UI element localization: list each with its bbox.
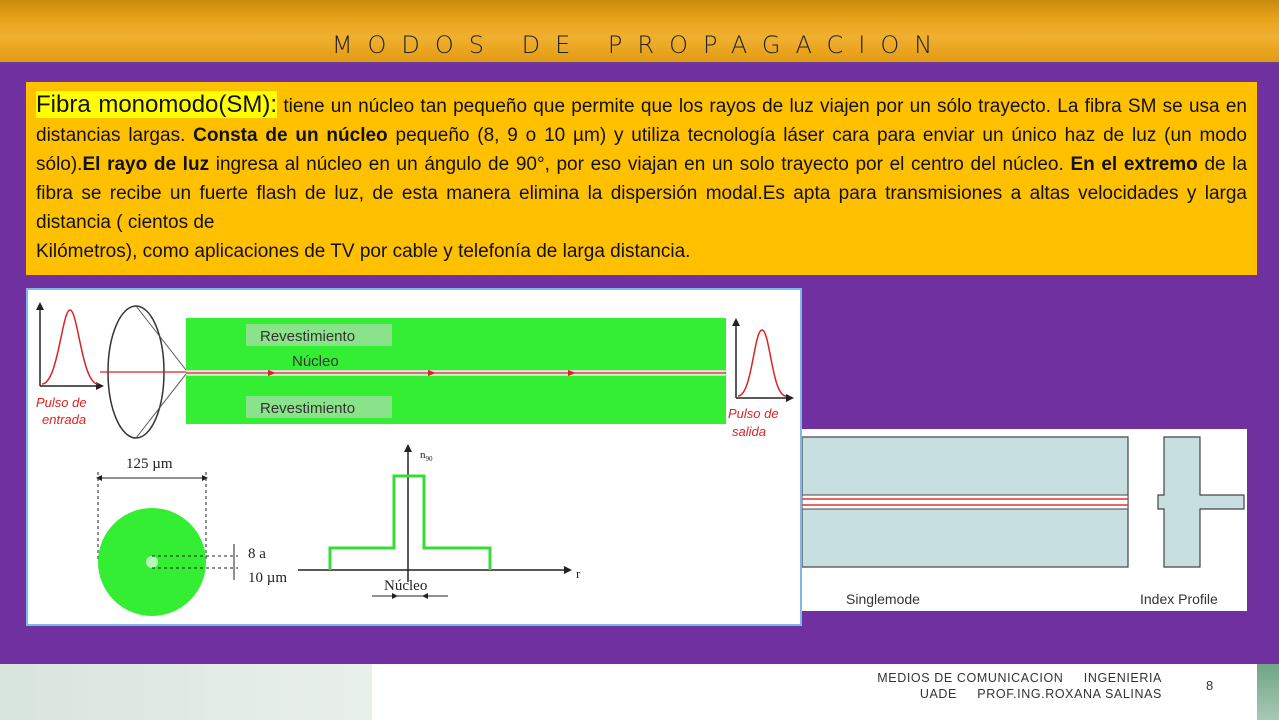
singlemode-diagram [802,429,1247,611]
description-text-2: pequeño (8, 9 o 10 µm) y utiliza tecnología láser cara para enviar un único haz de luz (un modo sólo). [36,125,1247,175]
page-number: 8 [1206,678,1214,693]
footer-text [780,670,1162,702]
cladding-bottom-label: Revestimiento [260,400,356,417]
axis-n-label: $n_{90}$ [420,449,433,463]
input-pulse-graph [36,302,104,390]
fiber-diagram-svg [28,290,800,624]
bold-phrase-3: En el extremo [1070,154,1198,175]
output-pulse-label-1: Pulso de [728,406,779,421]
bold-phrase-1: Consta de un núcleo [193,125,388,146]
description-text-4: de la fibra se recibe un fuerte flash de luz, de esta manera elimina la dispersión modal.Es apta para transmisiones a altas velocidades y larga distancia ( cientos de [36,154,1248,233]
term-highlight: Fibra monomodo(SM): [36,91,278,118]
footer-line-2: UADE PROF.ING.ROXANA SALINAS [919,687,1162,701]
index-profile-shape [1158,437,1244,567]
output-pulse-label-2: salida [732,424,766,439]
footer-decoration-right [1257,664,1279,720]
core-dim-label-1: 8 a [248,546,266,562]
cladding-top-label: Revestimiento [260,328,356,345]
description-text-5: Kilómetros), como aplicaciones de TV por cable y telefonía de larga distancia. [36,241,691,262]
singlemode-label: Singlemode [846,591,920,607]
core-cross-section [146,556,158,568]
description-text-1: tiene un núcleo tan pequeño que permite que los rayos de luz viajen por un sólo trayecto. La fibra SM se usa en distancias largas. [36,96,1247,146]
index-profile-label: Index Profile [1140,591,1218,607]
singlemode-svg [802,429,1247,611]
fiber-diagram [26,288,802,626]
bold-phrase-2: El rayo de luz [82,154,210,175]
description-text-3: ingresa al núcleo en un ángulo de 90°, por eso viajan en un solo trayecto por el centro del núcleo. [209,154,1071,175]
output-pulse-graph [732,318,794,402]
profile-core-label: Núcleo [384,578,428,594]
title-bar [0,0,1279,64]
outer-diameter-label: 125 µm [126,456,173,472]
input-pulse-label-1: Pulso de [36,395,87,410]
footer-line-1: MEDIOS DE COMUNICACION INGENIERIA [877,671,1162,685]
slide-title: MODOS DE PROPAGACION [331,31,948,59]
core-dim-label-2: 10 µm [248,570,288,586]
input-pulse-label-2: entrada [42,412,87,427]
axis-r-label: r [576,566,581,581]
core-label: Núcleo [292,353,339,370]
description-box [26,82,1257,275]
footer-decoration-left [0,664,372,720]
index-profile-curve [330,476,490,570]
